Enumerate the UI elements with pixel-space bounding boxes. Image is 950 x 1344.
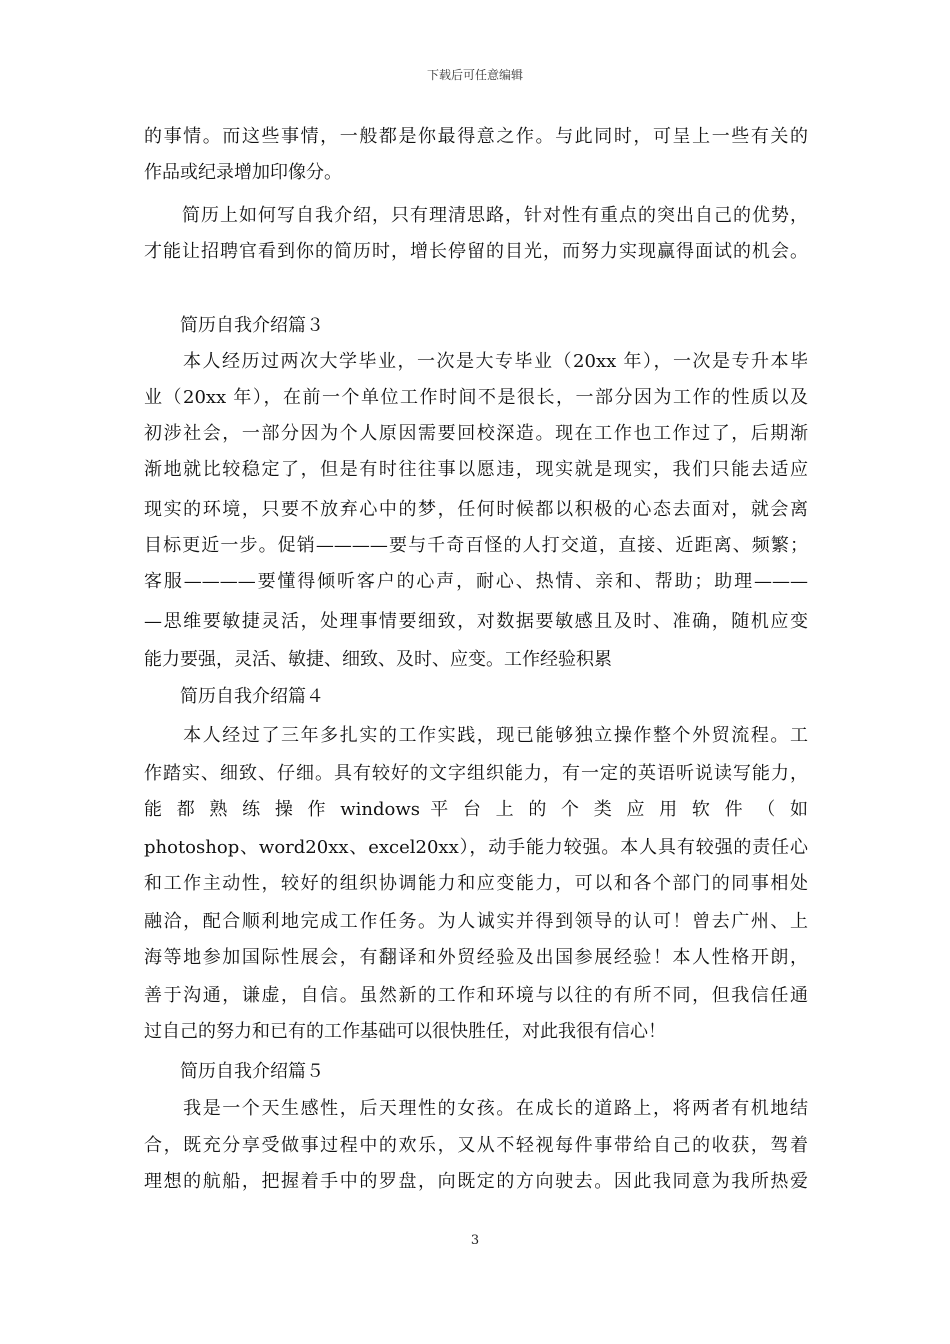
body-line: 合，既充分享受做事过程中的欢乐，又从不轻视每件事带给自己的收获，驾着 <box>144 1135 808 1156</box>
body-line: 和工作主动性，较好的组织协调能力和应变能力，可以和各个部门的同事相处 <box>144 873 808 894</box>
body-line: 现实的环境，只要不放弃心中的梦，任何时候都以积极的心态去面对，就会离 <box>144 499 808 520</box>
body-line: 业（20xx 年），在前一个单位工作时间不是很长，一部分因为工作的性质以及 <box>144 387 808 408</box>
page-number: 3 <box>470 1233 480 1248</box>
body-line: 能力要强，灵活、敏捷、细致、及时、应变。工作经验积累 <box>144 649 612 670</box>
body-line: 渐地就比较稳定了，但是有时往往事以愿违，现实就是现实，我们只能去适应 <box>144 459 808 480</box>
body-line: 融洽，配合顺利地完成工作任务。为人诚实并得到领导的认可！曾去广州、上 <box>144 911 808 932</box>
body-line: 作踏实、细致、仔细。具有较好的文字组织能力，有一定的英语听说读写能力， <box>144 763 808 784</box>
body-line: 客服————要懂得倾听客户的心声，耐心、热情、亲和、帮助；助理——— <box>144 571 808 592</box>
body-line: 理想的航船，把握着手中的罗盘，向既定的方向驶去。因此我同意为我所热爱 <box>144 1171 808 1192</box>
body-line: 的事情。而这些事情，一般都是你最得意之作。与此同时，可呈上一些有关的 <box>144 126 808 147</box>
body-line: 本人经过了三年多扎实的工作实践，现已能够独立操作整个外贸流程。工 <box>144 725 808 746</box>
body-line: 初涉社会，一部分因为个人原因需要回校深造。现在工作也工作过了，后期渐 <box>144 423 808 444</box>
body-line: photoshop、word20xx、excel20xx），动手能力较强。本人具有较强的责任心 <box>144 837 808 858</box>
body-line: 本人经历过两次大学毕业，一次是大专毕业（20xx 年），一次是专升本毕 <box>144 351 808 372</box>
body-line: 作品或纪录增加印像分。 <box>144 162 342 183</box>
section-heading: 简历自我介绍篇５ <box>144 1061 324 1082</box>
section-heading: 简历自我介绍篇４ <box>144 686 324 707</box>
body-line: 才能让招聘官看到你的简历时，增长停留的目光，而努力实现赢得面试的机会。 <box>144 241 808 262</box>
page-header: 下载后可任意编辑 <box>426 68 523 82</box>
body-line: 海等地参加国际性展会，有翻译和外贸经验及出国参展经验！本人性格开朗， <box>144 947 808 968</box>
section-heading: 简历自我介绍篇３ <box>144 315 324 336</box>
body-line: 善于沟通，谦虚，自信。虽然新的工作和环境与以往的有所不同，但我信任通 <box>144 985 808 1006</box>
body-line: 简历上如何写自我介绍，只有理清思路，针对性有重点的突出自己的优势， <box>144 205 808 226</box>
body-line: 我是一个天生感性，后天理性的女孩。在成长的道路上，将两者有机地结 <box>144 1098 808 1119</box>
body-line: 目标更近一步。促销————要与千奇百怪的人打交道，直接、近距离、频繁； <box>144 535 808 556</box>
body-line: —思维要敏捷灵活，处理事情要细致，对数据要敏感且及时、准确，随机应变 <box>144 611 808 632</box>
body-line: 过自己的努力和已有的工作基础可以很快胜任，对此我很有信心！ <box>144 1021 666 1042</box>
body-line: 能 都 熟 练 操 作 windows 平 台 上 的 个 类 应 用 软 件 （ 如 <box>144 799 808 820</box>
